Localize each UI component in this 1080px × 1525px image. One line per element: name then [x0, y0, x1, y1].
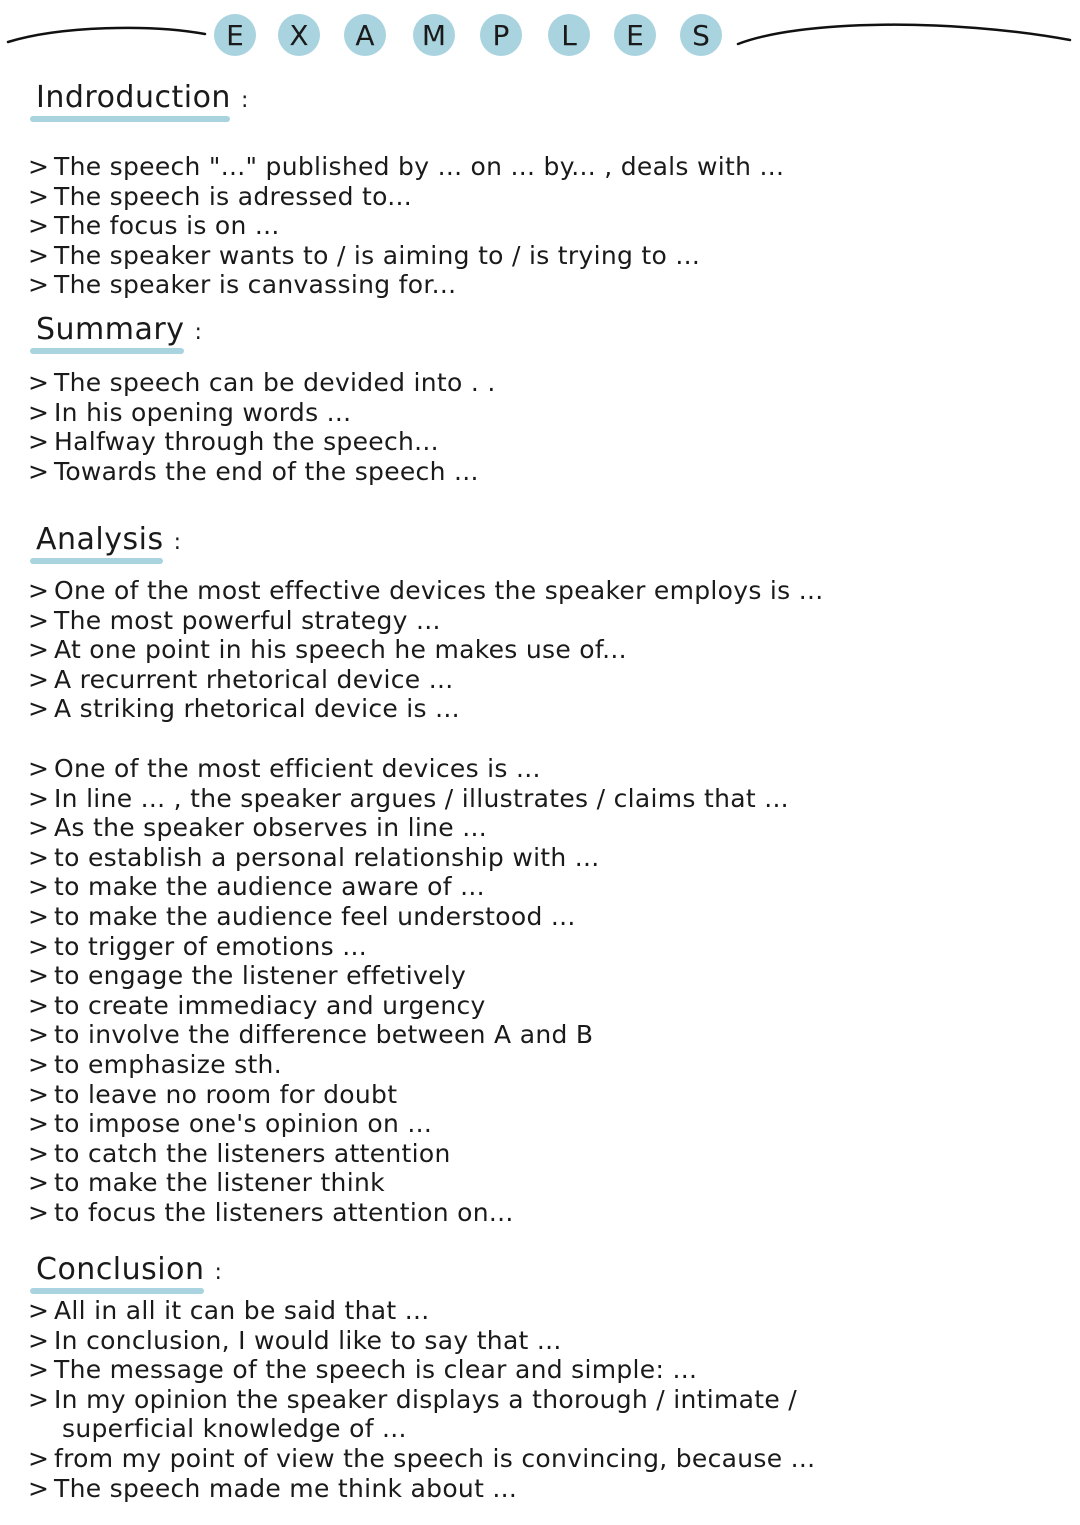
- section-heading-wrap: Analysis :: [36, 522, 181, 566]
- bullet-arrow: >: [28, 1138, 50, 1168]
- list-item: > The focus is on ...: [28, 211, 280, 241]
- bullet-arrow: >: [28, 872, 50, 902]
- list-item: > to focus the listeners attention on...: [28, 1197, 514, 1227]
- decorative-swoosh: [0, 0, 1080, 80]
- list-item: > One of the most efficient devices is ...: [28, 753, 541, 783]
- bullet-arrow: >: [28, 1473, 50, 1503]
- list-item: > to engage the listener effetively: [28, 961, 467, 991]
- bullet-arrow: >: [28, 211, 50, 241]
- bullet-arrow: >: [28, 931, 50, 961]
- bullet-arrow: >: [28, 270, 50, 300]
- phrase-list: [28, 368, 1058, 486]
- bullet-arrow: >: [28, 240, 50, 270]
- list-item: > to make the listener think: [28, 1168, 385, 1198]
- list-item: > to involve the difference between A and B: [28, 1020, 594, 1050]
- bullet-arrow: >: [28, 635, 50, 665]
- section-summary: [28, 312, 1058, 486]
- bullet-arrow: >: [28, 1109, 50, 1139]
- bullet-arrow: >: [28, 1325, 50, 1355]
- list-item: > A striking rhetorical device is ...: [28, 694, 460, 724]
- title-letter-m: M: [413, 14, 455, 56]
- title-letter-x: X: [278, 14, 320, 56]
- title-letter-l: L: [548, 14, 590, 56]
- list-item: > to create immediacy and urgency: [28, 990, 486, 1020]
- bullet-arrow: >: [28, 576, 50, 605]
- bullet-arrow: >: [28, 694, 50, 724]
- bullet-arrow: >: [28, 1079, 50, 1109]
- list-item: > to make the audience feel understood ...: [28, 901, 576, 931]
- bullet-arrow: >: [28, 1049, 50, 1079]
- bullet-arrow: >: [28, 664, 50, 694]
- bullet-arrow: >: [28, 1384, 50, 1414]
- bullet-arrow: >: [28, 1296, 50, 1325]
- list-item: > In his opening words ...: [28, 397, 352, 427]
- list-item: > At one point in his speech he makes use of...: [28, 635, 627, 665]
- list-item: > The most powerful strategy ...: [28, 605, 441, 635]
- list-item: > to establish a personal relationship with ...: [28, 842, 600, 872]
- section-analysis: [28, 522, 1058, 1227]
- title-letter-s: S: [680, 14, 722, 56]
- heading-underline: [30, 1288, 204, 1294]
- list-item: > The speaker wants to / is aiming to / is trying to ...: [28, 240, 701, 270]
- heading-underline: [30, 116, 230, 122]
- bullet-arrow: >: [28, 152, 50, 181]
- phrase-list: [28, 754, 1058, 1228]
- list-item: > to leave no room for doubt: [28, 1079, 398, 1109]
- phrase-list: [28, 1296, 1058, 1503]
- list-item: > The speaker is canvassing for...: [28, 270, 457, 300]
- bullet-arrow: >: [28, 1168, 50, 1198]
- section-heading: Conclusion: [36, 1252, 205, 1287]
- list-item: > to emphasize sth.: [28, 1049, 282, 1079]
- bullet-arrow: >: [28, 427, 50, 457]
- section-introduction: [28, 80, 1058, 300]
- heading-underline: [30, 558, 163, 564]
- title-letter-a: A: [344, 14, 386, 56]
- bullet-arrow: >: [28, 753, 50, 783]
- bullet-arrow: >: [28, 1355, 50, 1385]
- title-letter-e: E: [214, 14, 256, 56]
- bullet-arrow: >: [28, 990, 50, 1020]
- list-item: > The message of the speech is clear and simple: ...: [28, 1355, 698, 1385]
- bullet-arrow: >: [28, 181, 50, 211]
- section-heading-wrap: Indroduction :: [36, 80, 248, 124]
- list-item: > Halfway through the speech...: [28, 427, 439, 457]
- bullet-arrow: >: [28, 605, 50, 635]
- phrase-list: [28, 152, 1058, 300]
- bullet-arrow: >: [28, 901, 50, 931]
- list-item: > A recurrent rhetorical device ...: [28, 664, 454, 694]
- bullet-arrow: >: [28, 1443, 50, 1473]
- list-item: > The speech "..." published by ... on ... by... , deals with ...: [28, 152, 785, 181]
- bullet-arrow: >: [28, 842, 50, 872]
- section-heading-wrap: Summary :: [36, 312, 202, 356]
- title-banner: [0, 0, 1080, 80]
- list-item: > from my point of view the speech is convincing, because ...: [28, 1443, 816, 1473]
- bullet-arrow: >: [28, 368, 50, 397]
- heading-underline: [30, 348, 184, 354]
- list-item: > In my opinion the speaker displays a thorough / intimate /: [28, 1384, 798, 1414]
- section-heading: Indroduction: [36, 80, 231, 115]
- bullet-arrow: >: [28, 961, 50, 991]
- list-item-continuation: superficial knowledge of ...: [62, 1414, 407, 1444]
- list-item: > The speech is adressed to...: [28, 181, 412, 211]
- section-heading: Analysis: [36, 522, 164, 557]
- list-item: > to catch the listeners attention: [28, 1138, 451, 1168]
- list-item: > to trigger of emotions ...: [28, 931, 367, 961]
- list-item: > In conclusion, I would like to say that ...: [28, 1325, 562, 1355]
- list-item: > One of the most effective devices the speaker employs is ...: [28, 576, 824, 605]
- list-item: > All in all it can be said that ...: [28, 1296, 430, 1325]
- section-heading-wrap: Conclusion :: [36, 1252, 222, 1296]
- bullet-arrow: >: [28, 1020, 50, 1050]
- list-item: > Towards the end of the speech ...: [28, 456, 479, 486]
- bullet-arrow: >: [28, 397, 50, 427]
- phrase-list: [28, 576, 1058, 724]
- list-item: > As the speaker observes in line ...: [28, 813, 487, 843]
- bullet-arrow: >: [28, 783, 50, 813]
- bullet-arrow: >: [28, 456, 50, 486]
- list-item: > to make the audience aware of ...: [28, 872, 485, 902]
- list-item: > In line ... , the speaker argues / illustrates / claims that ...: [28, 783, 789, 813]
- bullet-arrow: >: [28, 1197, 50, 1227]
- bullet-arrow: >: [28, 813, 50, 843]
- title-letter-p: P: [480, 14, 522, 56]
- title-letter-e2: E: [614, 14, 656, 56]
- list-item: > The speech can be devided into . .: [28, 368, 496, 397]
- list-item: > to impose one's opinion on ...: [28, 1109, 433, 1139]
- list-item: > The speech made me think about ...: [28, 1473, 518, 1503]
- section-heading: Summary: [36, 312, 185, 347]
- section-conclusion: [28, 1252, 1058, 1503]
